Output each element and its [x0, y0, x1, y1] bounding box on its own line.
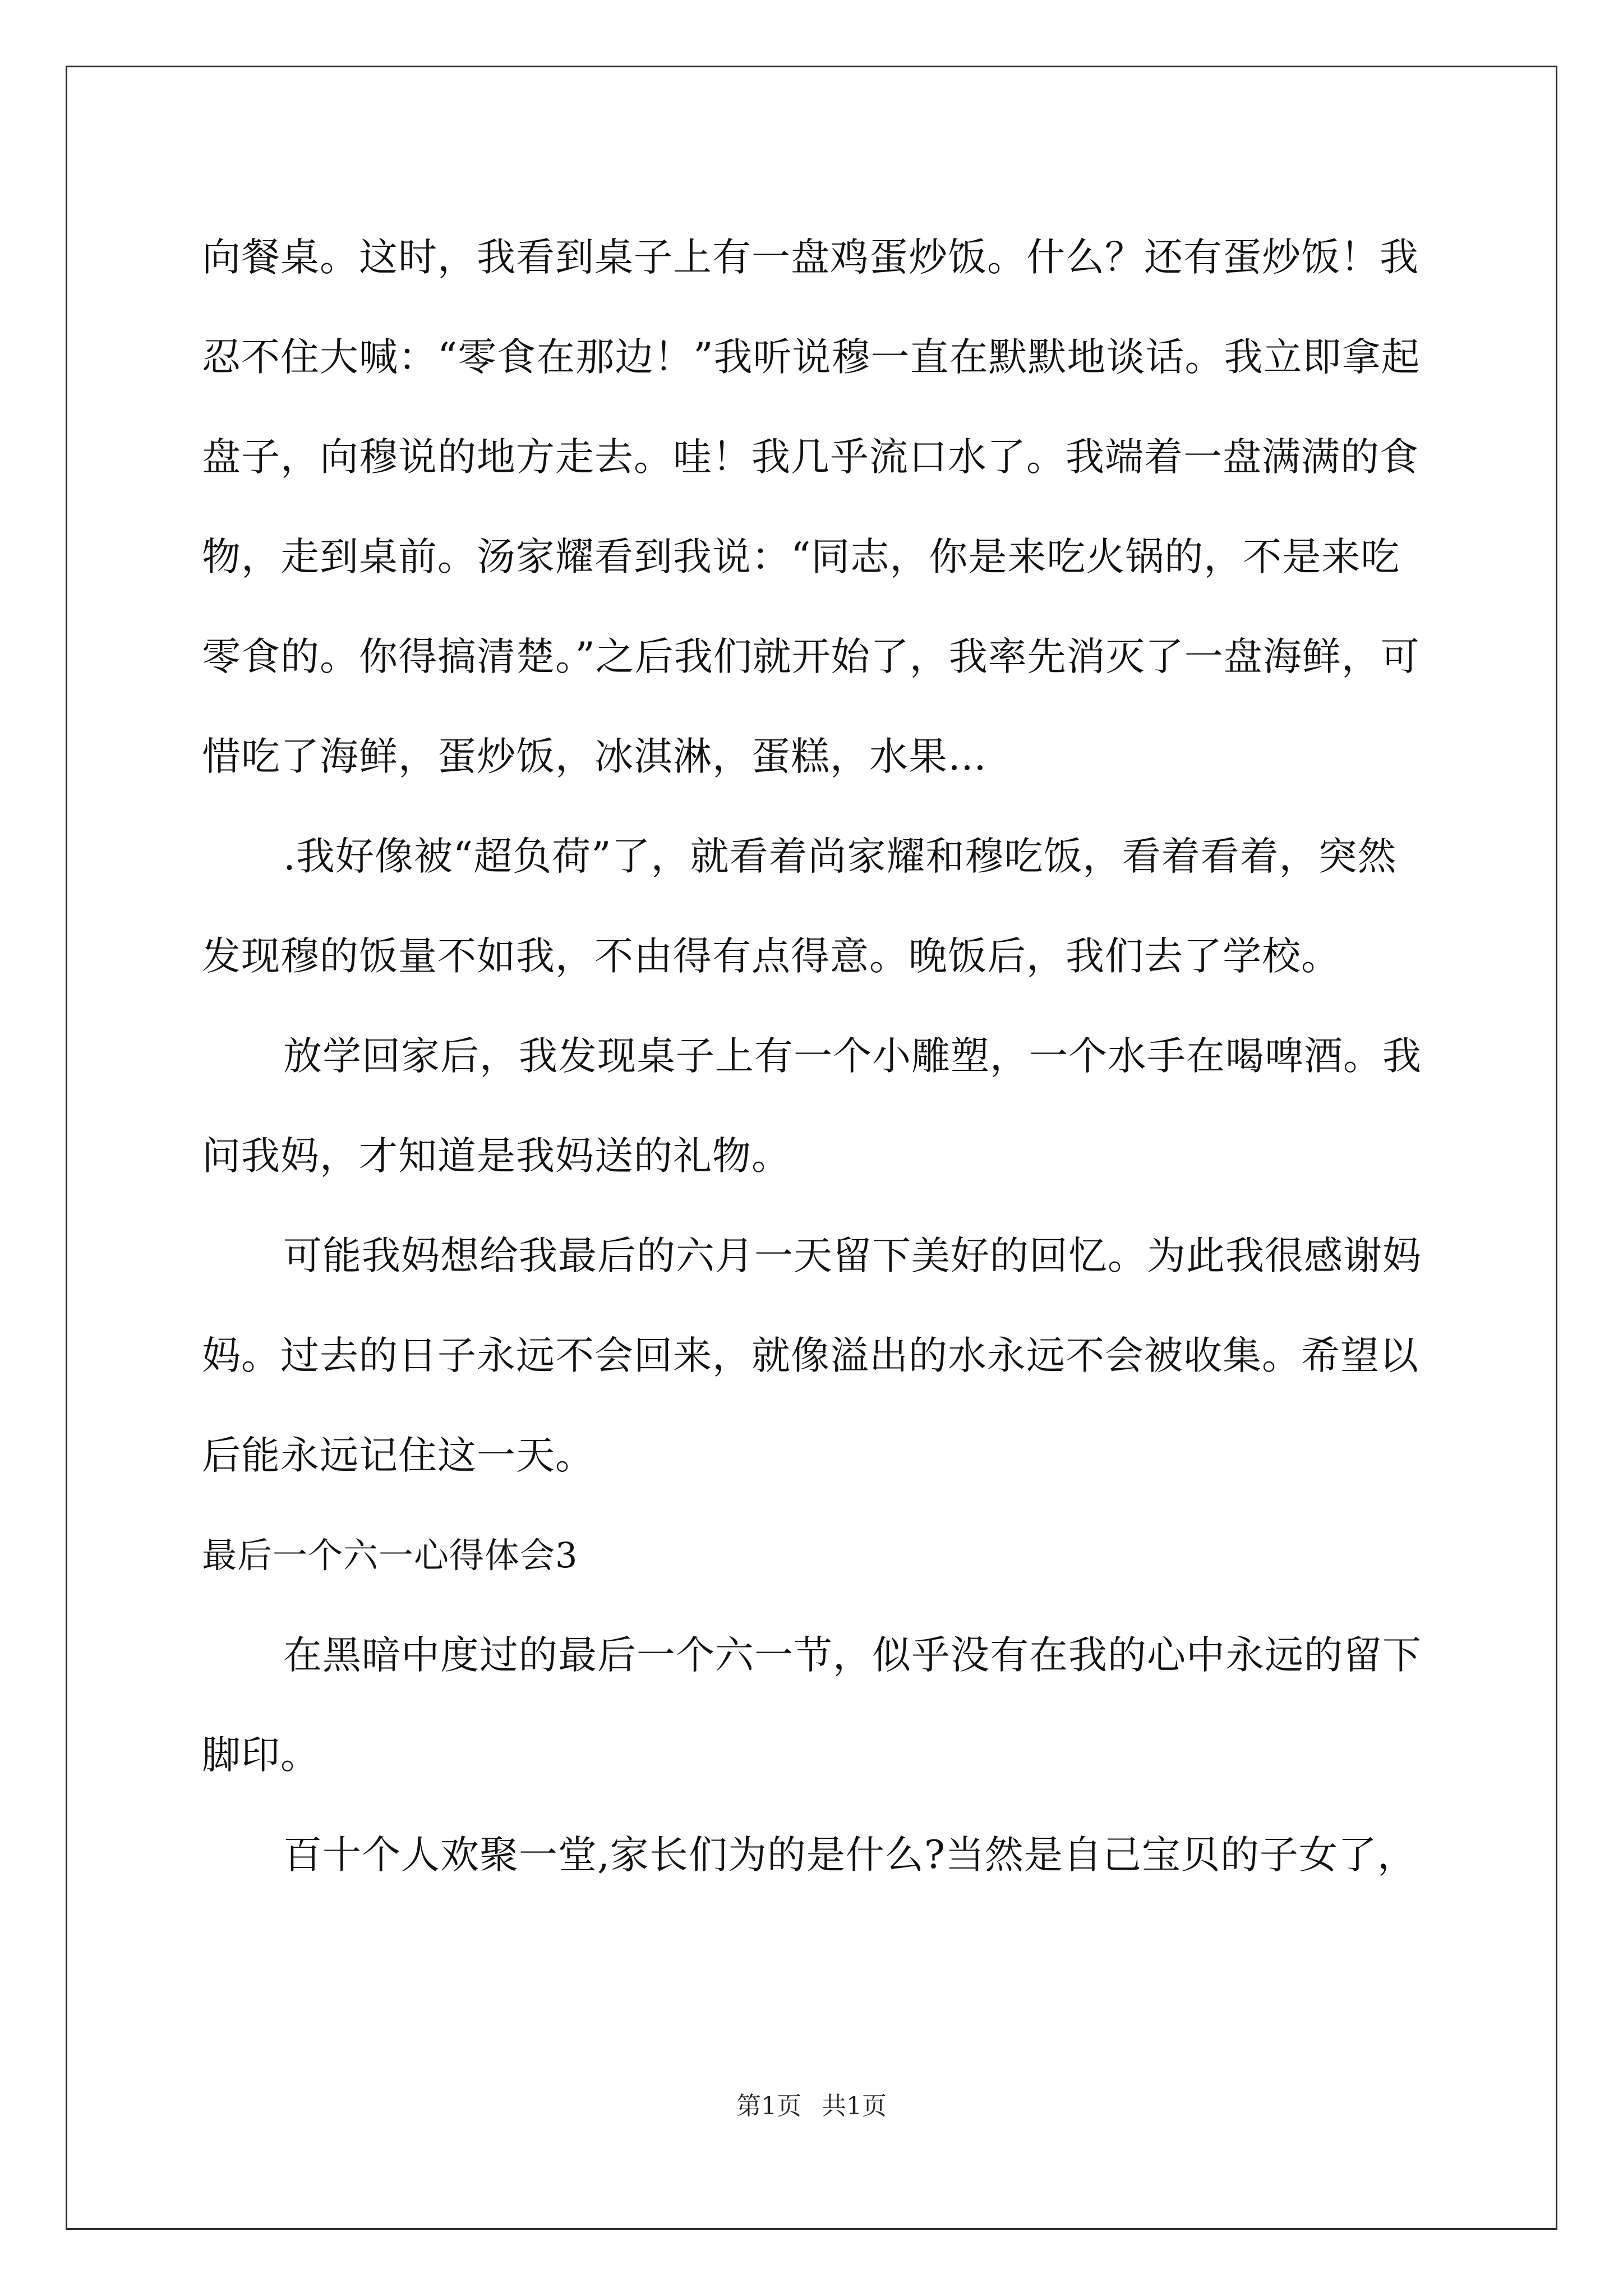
paragraph-5: 在黑暗中度过的最后一个六一节，似乎没有在我的心中永远的留下脚印。	[202, 1633, 1422, 1778]
paragraph-1: 向餐桌。这时，我看到桌子上有一盘鸡蛋炒饭。什么？还有蛋炒饭！我忍不住大喊：“零食在那边！”我听说穆一直在默默地谈话。我立即拿起盘子，向穆说的地方走去。哇！我几乎流口水了。我端着一盘满满的食物，走到桌前。汤家耀看到我说：“同志，你是来吃火锅的，不是来吃零食的。你得搞清楚。”之后我们就开始了，我率先消灭了一盘海鲜，可惜吃了海鲜，蛋炒饭，冰淇淋，蛋糕，水果…	[202, 235, 1421, 779]
document-body	[202, 208, 1430, 1905]
page-footer	[0, 2090, 1623, 2123]
section-heading: 最后一个六一心得体会3	[202, 1535, 578, 1576]
paragraph-4: 可能我妈想给我最后的六月一天留下美好的回忆。为此我很感谢妈妈。过去的日子永远不会回来，就像溢出的水永远不会被收集。希望以后能永远记住这一天。	[202, 1234, 1422, 1478]
paragraph-6: 百十个人欢聚一堂,家长们为的是什么?当然是自己宝贝的子女了，	[283, 1833, 1417, 1878]
page-total: 共1页	[822, 2092, 887, 2120]
page-number: 第1页	[736, 2092, 801, 2120]
paragraph-3: 放学回家后，我发现桌子上有一个小雕塑，一个水手在喝啤酒。我问我妈，才知道是我妈送的礼物。	[202, 1034, 1422, 1179]
paragraph-2: .我好像被“超负荷”了，就看着尚家耀和穆吃饭，看着看着，突然发现穆的饭量不如我，不由得有点得意。晚饭后，我们去了学校。	[202, 834, 1397, 979]
